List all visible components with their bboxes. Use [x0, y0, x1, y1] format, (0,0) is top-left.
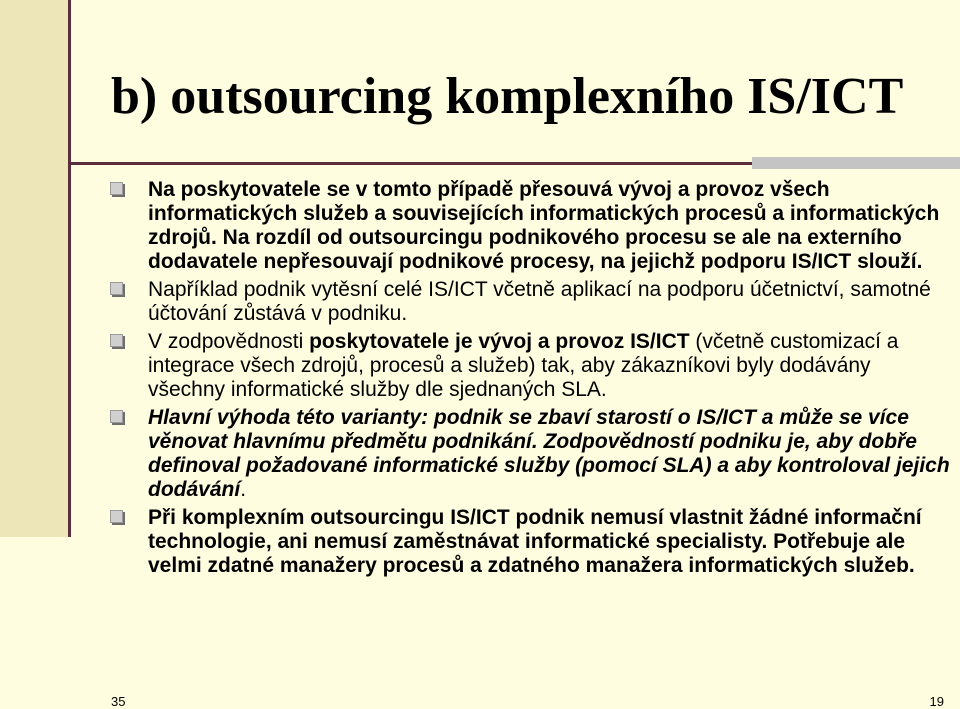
left-decor-bar [0, 0, 68, 537]
left-decor-edge [68, 0, 71, 537]
title-accent-bar [752, 157, 960, 169]
bullet-text-emphasis: Hlavní výhoda této varianty: podnik se zbaví starostí o IS/ICT a může se více věnovat hlavnímu předmětu podnikání. Zodpovědností podniku je, aby dobře definoval požadované informatické služby (pomocí SLA) a aby kontroloval jejich dodávání [148, 406, 950, 501]
bullet-item-5 [110, 506, 950, 578]
bullet-text: Při komplexním outsourcingu IS/ICT podnik nemusí vlastnit žádné informační technologie, ani nemusí zaměstnávat informatické specialisty. Potřebuje ale velmi zdatné manažery procesů a zdatného manažera informatických služeb. [148, 506, 922, 577]
bullet-text-emphasis: poskytovatele je vývoj a provoz IS/ICT [309, 330, 690, 353]
bullet-item-3 [110, 330, 950, 402]
square-bullet-icon [110, 510, 123, 523]
square-bullet-icon [110, 334, 123, 347]
slide-number-left: 35 [111, 694, 126, 709]
square-bullet-icon [110, 410, 123, 423]
slide-title: b) outsourcing komplexního IS/ICT [111, 68, 904, 125]
bullet-item-4 [110, 406, 950, 502]
slide-number-right: 19 [929, 694, 944, 709]
bullet-text: Například podnik vytěsní celé IS/ICT včetně aplikací na podporu účetnictví, samotné účtování zůstává v podniku. [148, 278, 931, 325]
bullet-text-tail: . [240, 478, 247, 501]
bullet-text-lead: V zodpovědnosti [148, 330, 310, 353]
bullet-item-2 [110, 278, 950, 326]
square-bullet-icon [110, 182, 123, 195]
bullet-text-tail: (včetně customizací a integrace všech zdrojů, procesů a služeb) tak, aby zákazníkovi byly dodávány všechny informatické služby dle sjednaných SLA. [148, 330, 899, 401]
title-divider [68, 162, 758, 165]
bullet-item-1 [110, 178, 950, 274]
bullet-text: Na poskytovatele se v tomto případě přesouvá vývoj a provoz všech informatických služeb a souvisejících informatických procesů a informatických zdrojů. Na rozdíl od outsourcingu podnikového procesu se ale na externího dodavatele nepřesouvají podnikové procesy, na jejichž podporu IS/ICT slouží. [148, 178, 940, 273]
square-bullet-icon [110, 282, 123, 295]
bullet-list [110, 178, 950, 582]
